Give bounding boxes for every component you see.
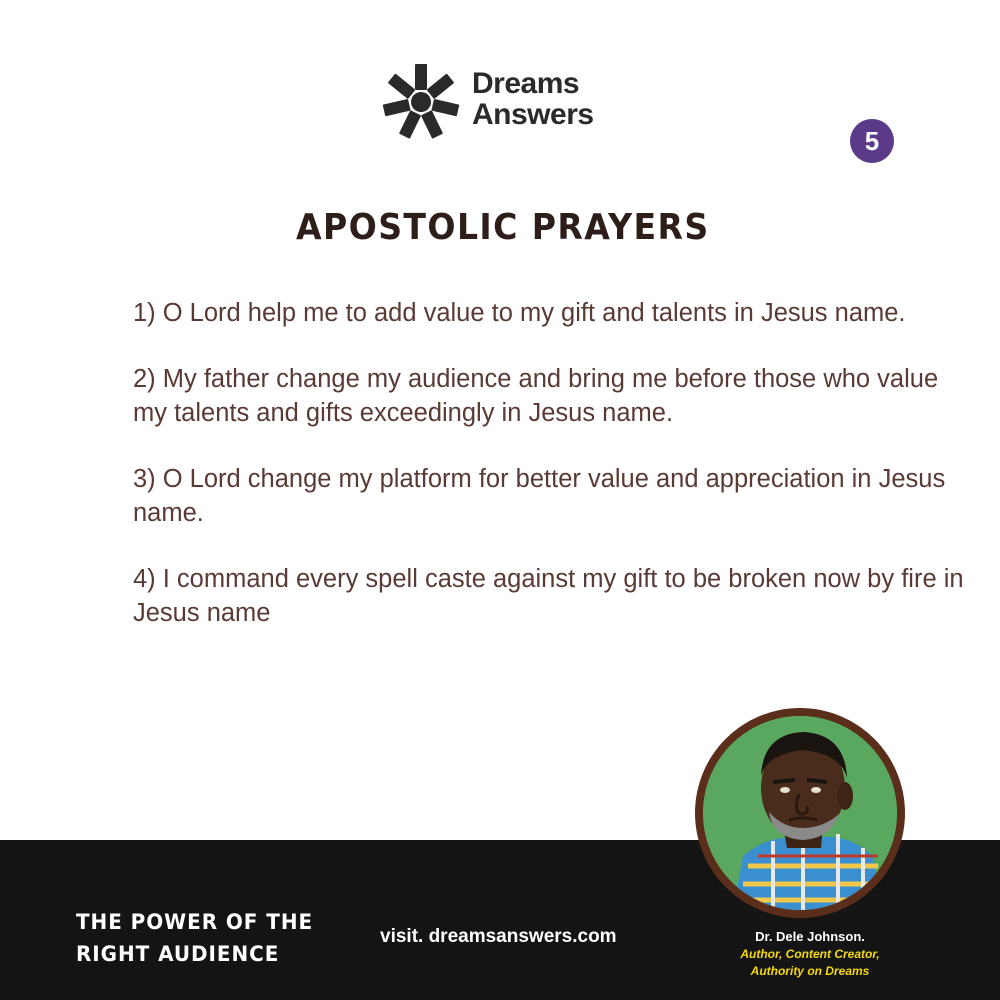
page-number-badge: 5 (850, 119, 894, 163)
prayer-item-1: 1) O Lord help me to add value to my gift and talents in Jesus name. (133, 299, 906, 327)
author-credit (720, 928, 900, 980)
burst-logo-icon (380, 62, 462, 142)
website-link[interactable]: visit. dreamsanswers.com (380, 926, 617, 947)
tagline-line1: THE POWER OF THE (76, 910, 314, 934)
brand-logo (380, 62, 630, 142)
prayer-list (133, 296, 973, 662)
author-portrait (703, 716, 897, 910)
author-name: Dr. Dele Johnson. (755, 929, 865, 944)
prayer-item-3: 3) O Lord change my platform for better value and appreciation in Jesus name. (133, 465, 946, 527)
brand-name (472, 68, 594, 130)
prayer-item-4: 4) I command every spell caste against my gift to be broken now by fire in Jesus name (133, 565, 964, 627)
prayer-item-2: 2) My father change my audience and bring me before those who value my talents and gifts exceedingly in Jesus name. (133, 365, 939, 427)
author-portrait-illustration (703, 716, 897, 910)
author-portrait-frame (695, 708, 905, 918)
footer-tagline (76, 906, 313, 970)
page-title: APOSTOLIC PRAYERS (296, 207, 710, 248)
author-role-line2: Authority on Dreams (750, 964, 870, 978)
author-role-line1: Author, Content Creator, (740, 947, 880, 961)
brand-name-line2: Answers (472, 98, 594, 131)
brand-name-line1: Dreams (472, 67, 580, 100)
tagline-line2: RIGHT AUDIENCE (76, 942, 280, 966)
